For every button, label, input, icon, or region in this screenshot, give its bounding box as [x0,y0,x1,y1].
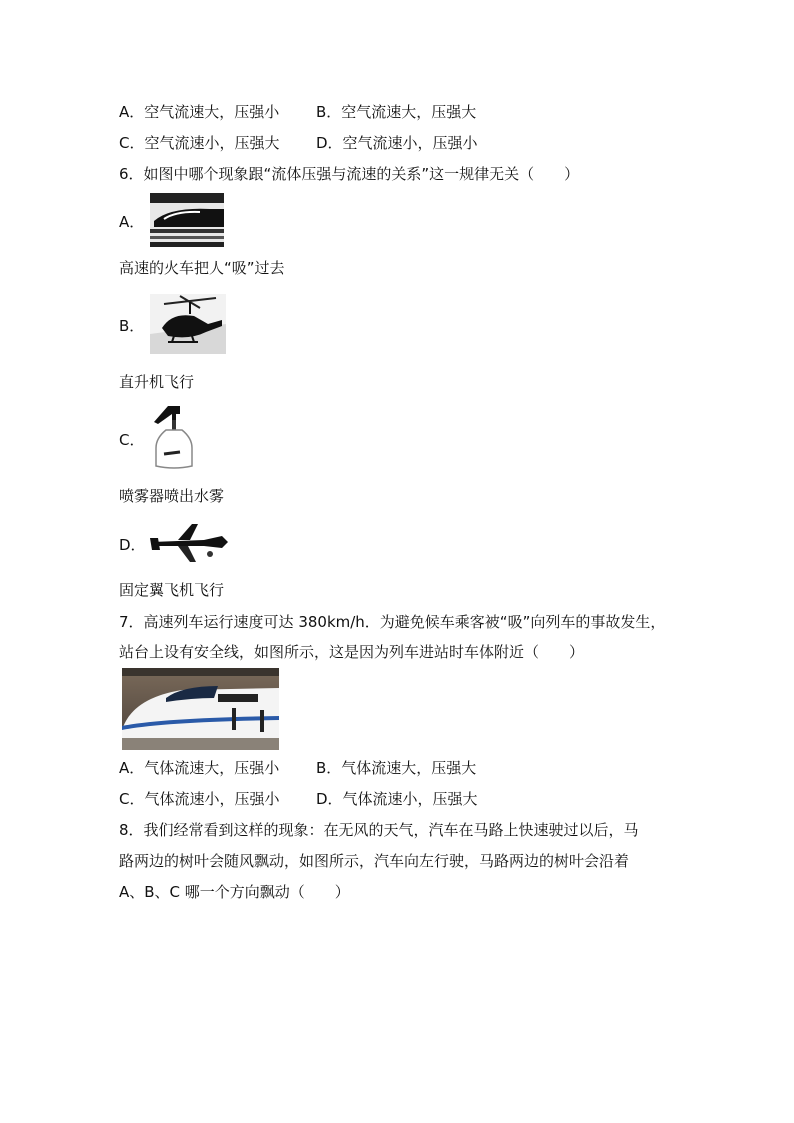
q5-option-b: B．空气流速大，压强大 [316,103,477,121]
q6-caption-a: 高速的火车把人“吸”过去 [119,259,285,277]
bullet-train-photo [122,668,279,750]
q7-option-c: C．气体流速小，压强小 [119,790,280,808]
q7-stem-line2: 站台上设有安全线，如图所示，这是因为列车进站时车体附近（ ） [119,643,585,661]
q6-label-b: B． [119,317,145,335]
q6-caption-d: 固定翼飞机飞行 [119,581,225,599]
helicopter-photo [150,294,226,354]
q6-label-d: D． [119,536,146,554]
q6-caption-b: 直升机飞行 [119,373,195,391]
q7-option-d: D．气体流速小，压强大 [316,790,478,808]
q8-stem-line3: A、B、C 哪一个方向飘动（ ） [119,883,350,901]
q8-stem-line1: 8．我们经常看到这样的现象：在无风的天气，汽车在马路上快速驶过以后，马 [119,821,639,839]
q5-option-a: A．空气流速大，压强小 [119,103,280,121]
q7-option-b: B．气体流速大，压强大 [316,759,477,777]
q6-label-a: A． [119,213,145,231]
q6-caption-c: 喷雾器喷出水雾 [119,487,225,505]
sprayer-photo [146,404,198,470]
q7-option-a: A．气体流速大，压强小 [119,759,280,777]
q7-stem-line1: 7．高速列车运行速度可达 380km/h．为避免候车乘客被“吸”向列车的事故发生， [119,613,666,631]
fixed-wing-plane-photo [148,520,230,566]
q5-option-c: C．空气流速小，压强大 [119,134,280,152]
train-photo [150,193,224,247]
q8-stem-line2: 路两边的树叶会随风飘动，如图所示，汽车向左行驶，马路两边的树叶会沿着 [119,852,630,870]
q6-stem: 6．如图中哪个现象跟“流体压强与流速的关系”这一规律无关（ ） [119,165,580,183]
q5-option-d: D．空气流速小，压强小 [316,134,478,152]
q6-label-c: C． [119,431,145,449]
